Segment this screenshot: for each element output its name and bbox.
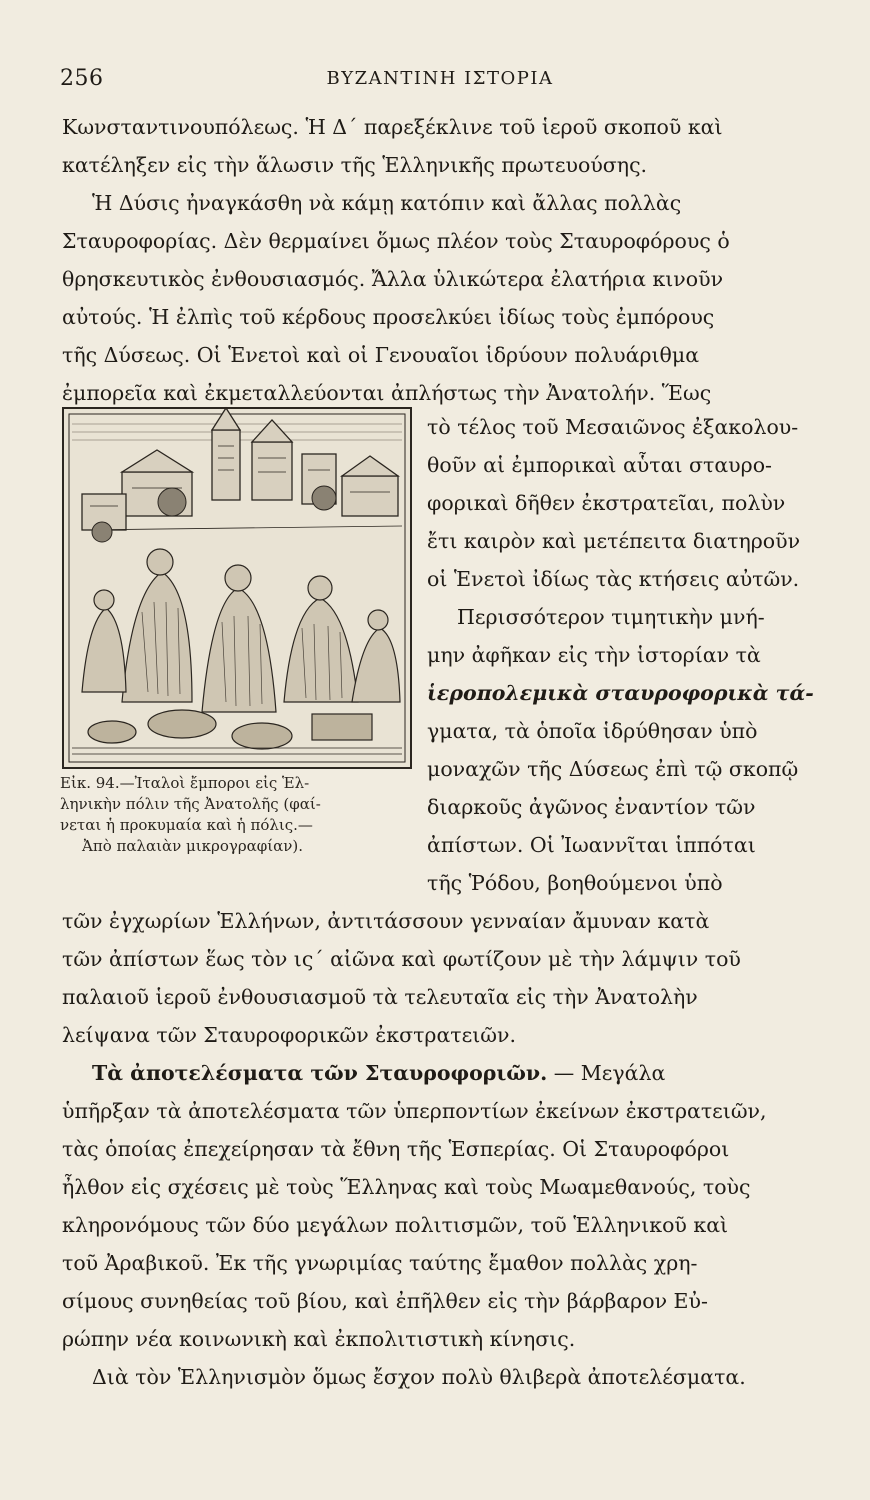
text-line: ἦλθον εἰς σχέσεις μὲ τοὺς Ἕλληνας καὶ τοὺς Μωαμεθανούς, τοὺς	[62, 1175, 751, 1199]
section-heading-line	[92, 1060, 834, 1086]
caption-line: ληνικὴν πόλιν τῆς Ἀνατολῆς (φαί-	[60, 795, 321, 813]
text-line: τῶν ἐγχωρίων Ἑλλήνων, ἀντιτάσσουν γενναίαν ἄμυναν κατὰ	[62, 909, 710, 933]
text-line: κατέληξεν εἰς τὴν ἅλωσιν τῆς Ἑλληνικῆς πρωτευούσης.	[62, 153, 648, 177]
harbor-town-engraving	[62, 402, 414, 772]
page-number: 256	[60, 66, 104, 91]
paragraph-start-line: Περισσότερον τιμητικὴν μνή-	[457, 605, 765, 629]
text-line: διαρκοῦς ἀγῶνος ἐναντίον τῶν	[427, 795, 756, 819]
section-title-tail: — Μεγάλα	[547, 1061, 666, 1085]
figure-caption	[60, 773, 418, 857]
text-line: οἱ Ἑνετοὶ ἰδίως τὰς κτήσεις αὐτῶν.	[427, 567, 800, 591]
text-line: Κωνσταντινουπόλεως. Ἡ Δ΄ παρεξέκλινε τοῦ ἱεροῦ σκοποῦ καὶ	[62, 115, 723, 139]
text-line: ρώπην νέα κοινωνικὴ καὶ ἐκπολιτιστικὴ κίνησις.	[62, 1327, 576, 1351]
text-line: ἐμπορεῖα καὶ ἐκμεταλλεύονται ἀπλήστως τὴν Ἀνατολήν. Ἕως	[62, 381, 712, 405]
text-line: αὐτούς. Ἡ ἐλπὶς τοῦ κέρδους προσελκύει ἰδίως τοὺς ἐμπόρους	[62, 305, 715, 329]
text-line: λείψανα τῶν Σταυροφορικῶν ἐκστρατειῶν.	[62, 1023, 516, 1047]
text-line: τῆς Ῥόδου, βοηθούμενοι ὑπὸ	[427, 871, 723, 895]
section-title: Τὰ ἀποτελέσματα τῶν Σταυροφοριῶν.	[92, 1061, 548, 1085]
paragraph-start-line: Ἡ Δύσις ἠναγκάσθη νὰ κάμῃ κατόπιν καὶ ἄλλας πολλὰς	[92, 191, 682, 215]
woodcut-illustration	[62, 402, 414, 772]
text-line: κληρονόμους τῶν δύο μεγάλων πολιτισμῶν, τοῦ Ἑλληνικοῦ καὶ	[62, 1213, 729, 1237]
text-line: μην ἀφῆκαν εἰς τὴν ἱστορίαν τὰ	[427, 643, 761, 667]
text-line: ὑπῆρξαν τὰ ἀποτελέσματα τῶν ὑπερποντίων ἐκείνων ἐκστρατειῶν,	[62, 1099, 767, 1123]
text-line: φορικαὶ δῆθεν ἐκστρατεῖαι, πολὺν	[427, 491, 786, 515]
caption-line: Ἀπὸ παλαιὰν μικρογραφίαν).	[82, 837, 304, 855]
text-line: τὰς ὁποίας ἐπεχείρησαν τὰ ἔθνη τῆς Ἑσπερίας. Οἱ Σταυροφόροι	[62, 1137, 730, 1161]
text-line: τῆς Δύσεως. Οἱ Ἑνετοὶ καὶ οἱ Γενουαῖοι ἱδρύουν πολυάριθμα	[62, 343, 700, 367]
caption-line: νεται ἡ προκυμαία καὶ ἡ πόλις.—	[60, 816, 313, 834]
text-line: σίμους συνηθείας τοῦ βίου, καὶ ἐπῆλθεν εἰς τὴν βάρβαρον Εὐ-	[62, 1289, 708, 1313]
page-header	[60, 66, 820, 96]
text-line: τὸ τέλος τοῦ Μεσαιῶνος ἐξακολου-	[427, 415, 799, 439]
running-title: ΒΥΖΑΝΤΙΝΗ ΙΣΤΟΡΙΑ	[326, 68, 554, 89]
text-line: θρησκευτικὸς ἐνθουσιασμός. Ἄλλα ὑλικώτερα ἐλατήρια κινοῦν	[62, 267, 724, 291]
text-line: παλαιοῦ ἱεροῦ ἐνθουσιασμοῦ τὰ τελευταῖα εἰς τὴν Ἀνατολὴν	[62, 985, 698, 1009]
text-line: θοῦν αἱ ἐμπορικαὶ αὗται σταυρο-	[427, 453, 772, 477]
text-line: μοναχῶν τῆς Δύσεως ἐπὶ τῷ σκοπῷ	[427, 757, 799, 781]
text-line: τῶν ἀπίστων ἕως τὸν ις΄ αἰῶνα καὶ φωτίζουν μὲ τὴν λάμψιν τοῦ	[62, 947, 741, 971]
text-line: ἀπίστων. Οἱ Ἰωαννῖται ἱππόται	[427, 833, 756, 857]
text-line: τοῦ Ἀραβικοῦ. Ἐκ τῆς γνωριμίας ταύτης ἔμαθον πολλὰς χρη-	[62, 1251, 698, 1275]
text-line: ἔτι καιρὸν καὶ μετέπειτα διατηροῦν	[427, 529, 801, 553]
text-line: γματα, τὰ ὁποῖα ἱδρύθησαν ὑπὸ	[427, 719, 758, 743]
paragraph-start-line: Διὰ τὸν Ἑλληνισμὸν ὅμως ἔσχον πολὺ θλιβερὰ ἀποτελέσματα.	[92, 1365, 746, 1389]
emphasized-line: ἱεροπολεμικὰ σταυροφορικὰ τά-	[427, 681, 814, 705]
text-line: Σταυροφορίας. Δὲν θερμαίνει ὅμως πλέον τοὺς Σταυροφόρους ὁ	[62, 229, 730, 253]
caption-line: Εἰκ. 94.—Ἰταλοὶ ἔμποροι εἰς Ἑλ-	[60, 774, 310, 792]
